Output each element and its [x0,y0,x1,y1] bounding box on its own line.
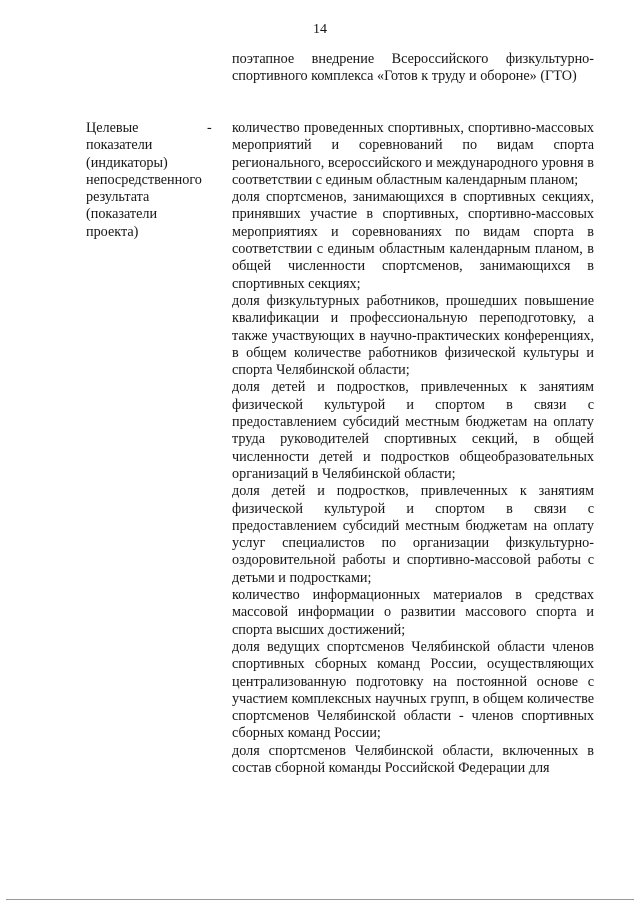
indicator-item: доля спортсменов Челябинской области, включенных в состав сборной команды Российской Федерации для [232,742,594,776]
page-number: 14 [313,22,327,37]
indicator-list [232,120,594,777]
intro-text: поэтапное внедрение Всероссийского физкультурно-спортивного комплекса «Готов к труду и обороне» (ГТО) [232,51,594,85]
row-label-line: Целевые [86,120,139,136]
scan-edge-line [6,899,634,900]
row-label-line: показатели [86,137,153,154]
row-label-line: непосредственного [86,171,202,188]
indicator-item: доля физкультурных работников, прошедших повышение квалификации и профессиональную переподготовку, а также участвующих в научно-практических конференциях, в общем количестве работников физической культуры и спорта Челябинской области; [232,292,594,379]
row-label-line: (индикаторы) [86,154,168,171]
indicator-item: доля детей и подростков, привлеченных к занятиям физической культурой и спортом в связи с предоставлением субсидий местным бюджетам на оплату труда руководителей спортивных секций, в общей численности детей и подростков общеобразовательных организаций в Челябинской области; [232,379,594,482]
row-label [86,120,216,241]
indicator-item: количество проведенных спортивных, спортивно-массовых мероприятий и соревнований по видам спорта регионального, всероссийского и международного уровня в соответствии с единым областным календарным планом; [232,120,594,188]
indicator-item: доля спортсменов, занимающихся в спортивных секциях, принявших участие в спортивных, спортивно-массовых мероприятиях и соревнованиях по видам спорта в соответствии с единым областным календарным планом, в общей численности спортсменов, занимающихся в спортивных секциях; [232,189,594,292]
row-dash: - [207,120,212,136]
row-label-line: результата [86,189,150,206]
row-label-line: (показатели [86,206,158,223]
indicator-item: доля детей и подростков, привлеченных к занятиям физической культурой и спортом в связи с предоставлением субсидий местным бюджетам на оплату услуг специалистов по организации физкультурно-оздоровительной работы и спортивно-массовой работы с детьми и подростками; [232,483,594,586]
indicator-item: доля ведущих спортсменов Челябинской области членов спортивных сборных команд России, осуществляющих централизованную подготовку на постоянной основе с участием комплексных научных групп, в общем количестве спортсменов Челябинской области - членов спортивных сборных команд России; [232,638,594,742]
indicator-item: количество информационных материалов в средствах массовой информации о развитии массового спорта и спорта высших достижений; [232,587,594,638]
intro-paragraph [232,51,594,86]
row-label-line: проекта) [86,223,139,240]
